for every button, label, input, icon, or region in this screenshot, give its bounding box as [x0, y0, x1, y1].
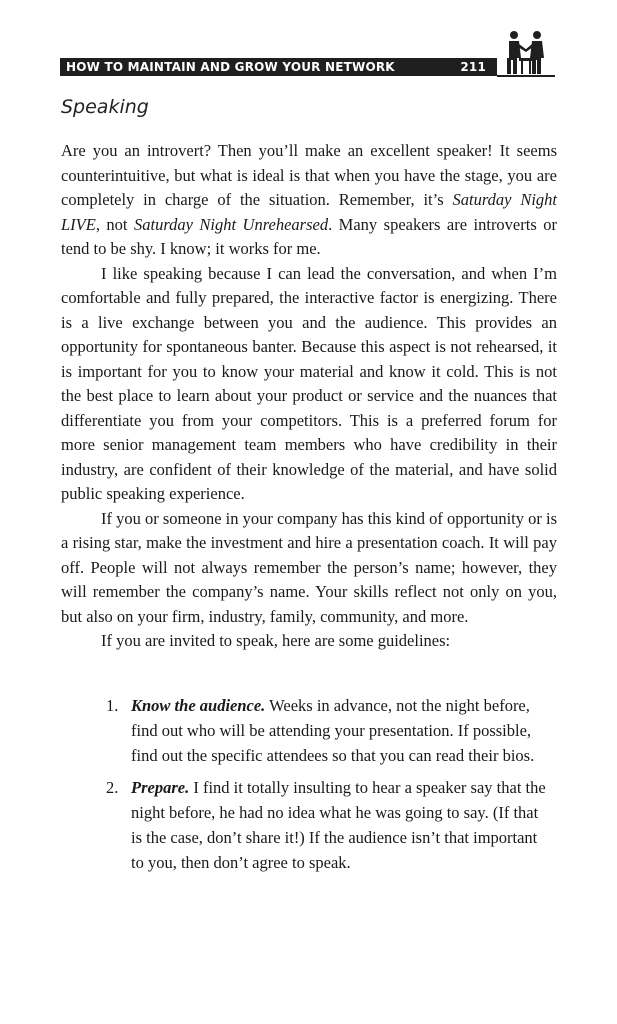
- list-item-lead: Know the audience.: [131, 696, 266, 715]
- page-number: 211: [460, 60, 486, 74]
- list-item: [106, 693, 552, 768]
- paragraph: If you or someone in your company has this kind of opportunity or is a rising star, make the investment and hire a presentation coach. It will pay off. People will not always remember the person’s name; however, they will remember the company’s name. Your skills reflect not only on you, but also on your firm, industry, family, community, and more.: [61, 508, 557, 626]
- text-run: . Many speakers are introverts or tend to be shy. I know; it works for me.: [61, 214, 557, 258]
- paragraph: If you are invited to speak, here are some guidelines:: [101, 631, 451, 650]
- paragraph: [61, 139, 557, 262]
- list-number: 1.: [106, 696, 119, 715]
- italic-text: Saturday Night LIVE: [61, 190, 558, 234]
- section-heading: Speaking: [61, 96, 149, 118]
- list-number: 2.: [106, 778, 119, 797]
- guideline-list: [106, 693, 552, 882]
- handshake-figures-icon: [497, 28, 555, 76]
- list-item-text: I find it totally insulting to hear a speaker say that the night before, he had no idea what he was going to say. (If that is the case, don’t share it!) If the audience isn’t that important to you, then don’t agree to speak.: [131, 778, 546, 872]
- running-header-title: HOW TO MAINTAIN AND GROW YOUR NETWORK: [66, 60, 395, 74]
- list-item-lead: Prepare.: [131, 778, 190, 797]
- list-item: [106, 775, 552, 875]
- paragraph: I like speaking because I can lead the conversation, and when I’m comfortable and fully prepared, the interactive factor is energizing. There is a live exchange between you and the audience. This provides an opportunity for spontaneous banter. Because this aspect is not rehearsed, it is important for you to know your material and know it cold. This is not the best place to learn about your product or service and the nuances that differentiate you from your competitors. This is a preferred forum for more senior management team members who have credibility in their industry, are confident of their knowledge of the material, and have solid public speaking experience.: [61, 263, 557, 503]
- text-run: , not: [95, 214, 134, 234]
- body-text: [61, 139, 557, 654]
- text-run: Are you an introvert? Then you’ll make an excellent speaker! It seems counterintuitive, but what is ideal is that when you have the stage, you are completely in charge of the situation. Remember, it’s: [61, 141, 557, 209]
- running-header: [60, 58, 497, 76]
- italic-text: Saturday Night Unrehearsed: [133, 214, 329, 234]
- list-item-text: Weeks in advance, not the night before, find out who will be attending your presentation. If possible, find out the specific attendees so that you can read their bios.: [131, 696, 535, 765]
